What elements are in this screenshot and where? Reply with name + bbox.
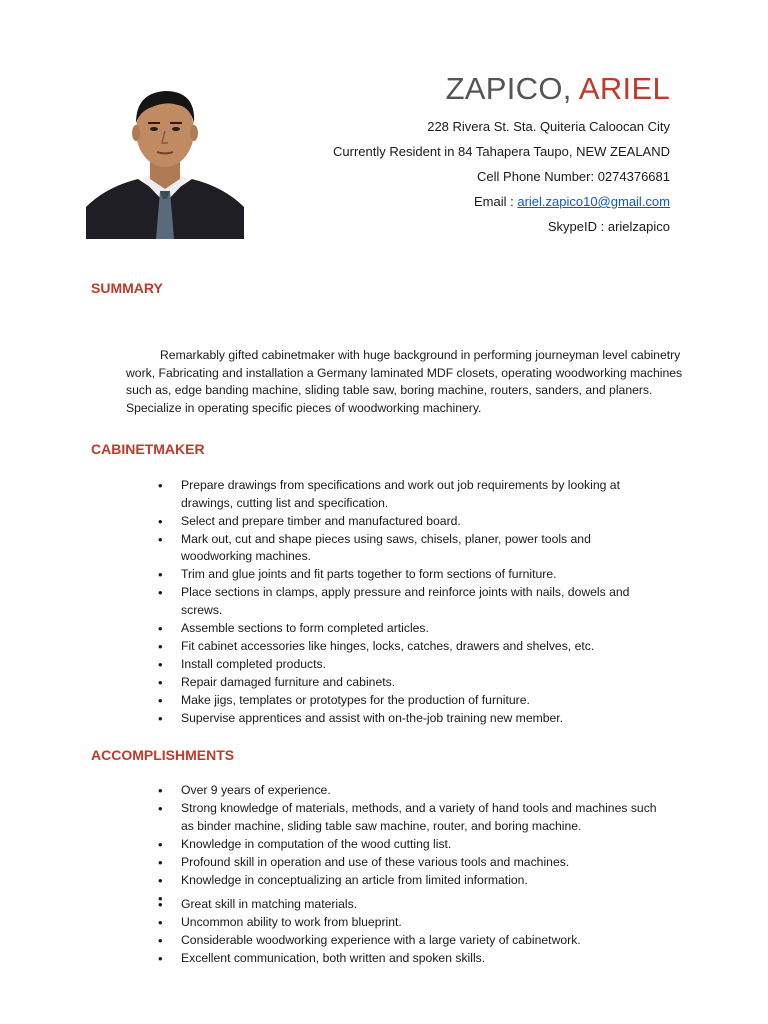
- accomplishments-list: [158, 782, 658, 968]
- list-item: • Supervise apprentices and assist with on-the-job training new member.: [158, 710, 658, 728]
- list-item: • Knowledge in computation of the wood cutting list.: [158, 836, 658, 854]
- list-item: • Knowledge in conceptualizing an article from limited information.: [158, 872, 658, 890]
- list-spacer: [158, 890, 658, 895]
- skype-id: SkypeID : arielzapico: [547, 219, 670, 234]
- list-item: • Install completed products.: [158, 656, 658, 674]
- list-item: • Uncommon ability to work from blueprint.: [158, 914, 658, 932]
- list-item: • Prepare drawings from specifications and work out job requirements by looking at drawings, cutting list and specification.: [158, 477, 658, 512]
- residence: Currently Resident in 84 Tahapera Taupo, NEW ZEALAND: [333, 144, 670, 159]
- list-item: • Fit cabinet accessories like hinges, locks, catches, drawers and shelves, etc.: [158, 638, 658, 656]
- list-item: • Strong knowledge of materials, methods, and a variety of hand tools and machines such as binder machine, sliding table saw machine, router, and boring machine.: [158, 800, 658, 835]
- accomplishments-heading: ACCOMPLISHMENTS: [91, 747, 235, 763]
- list-item: • Assemble sections to form completed articles.: [158, 620, 658, 638]
- last-name: ZAPICO,: [445, 71, 572, 106]
- list-item: • Trim and glue joints and fit parts together to form sections of furniture.: [158, 566, 658, 584]
- list-item: • Mark out, cut and shape pieces using saws, chisels, planer, power tools and woodworking machines.: [158, 531, 658, 566]
- email-label: Email :: [473, 194, 514, 209]
- list-item: • Great skill in matching materials.: [158, 896, 658, 914]
- list-item: • Over 9 years of experience.: [158, 782, 658, 800]
- full-name: [250, 68, 670, 110]
- email-line: [250, 189, 670, 214]
- profile-photo: [86, 79, 244, 239]
- summary-text: Remarkably gifted cabinetmaker with huge background in performing journeyman level cabinetry work, Fabricating and installation a Germany laminated MDF closets, operating woodworking machines such as, edge banding machine, sliding table saw, boring machine, routers, sanders, and planers. Specialize in operating specific pieces of woodworking machinery.: [126, 348, 683, 415]
- list-item: • Place sections in clamps, apply pressure and reinforce joints with nails, dowels and screws.: [158, 584, 658, 619]
- phone: Cell Phone Number: 0274376681: [477, 169, 670, 184]
- cabinetmaker-list: [158, 477, 658, 729]
- cabinetmaker-heading: CABINETMAKER: [91, 441, 205, 457]
- address: 228 Rivera St. Sta. Quiteria Caloocan City: [427, 119, 670, 134]
- list-item: • Select and prepare timber and manufactured board.: [158, 513, 658, 531]
- list-item: • Make jigs, templates or prototypes for the production of furniture.: [158, 692, 658, 710]
- summary-heading: SUMMARY: [91, 280, 163, 296]
- list-item: • Excellent communication, both written and spoken skills.: [158, 950, 658, 968]
- list-item: • Repair damaged furniture and cabinets.: [158, 674, 658, 692]
- email-link[interactable]: ariel.zapico10@gmail.com: [517, 194, 670, 209]
- first-name: ARIEL: [578, 71, 670, 106]
- list-item: • Profound skill in operation and use of these various tools and machines.: [158, 854, 658, 872]
- contact-header: [250, 68, 670, 239]
- list-item: • Considerable woodworking experience with a large variety of cabinetwork.: [158, 932, 658, 950]
